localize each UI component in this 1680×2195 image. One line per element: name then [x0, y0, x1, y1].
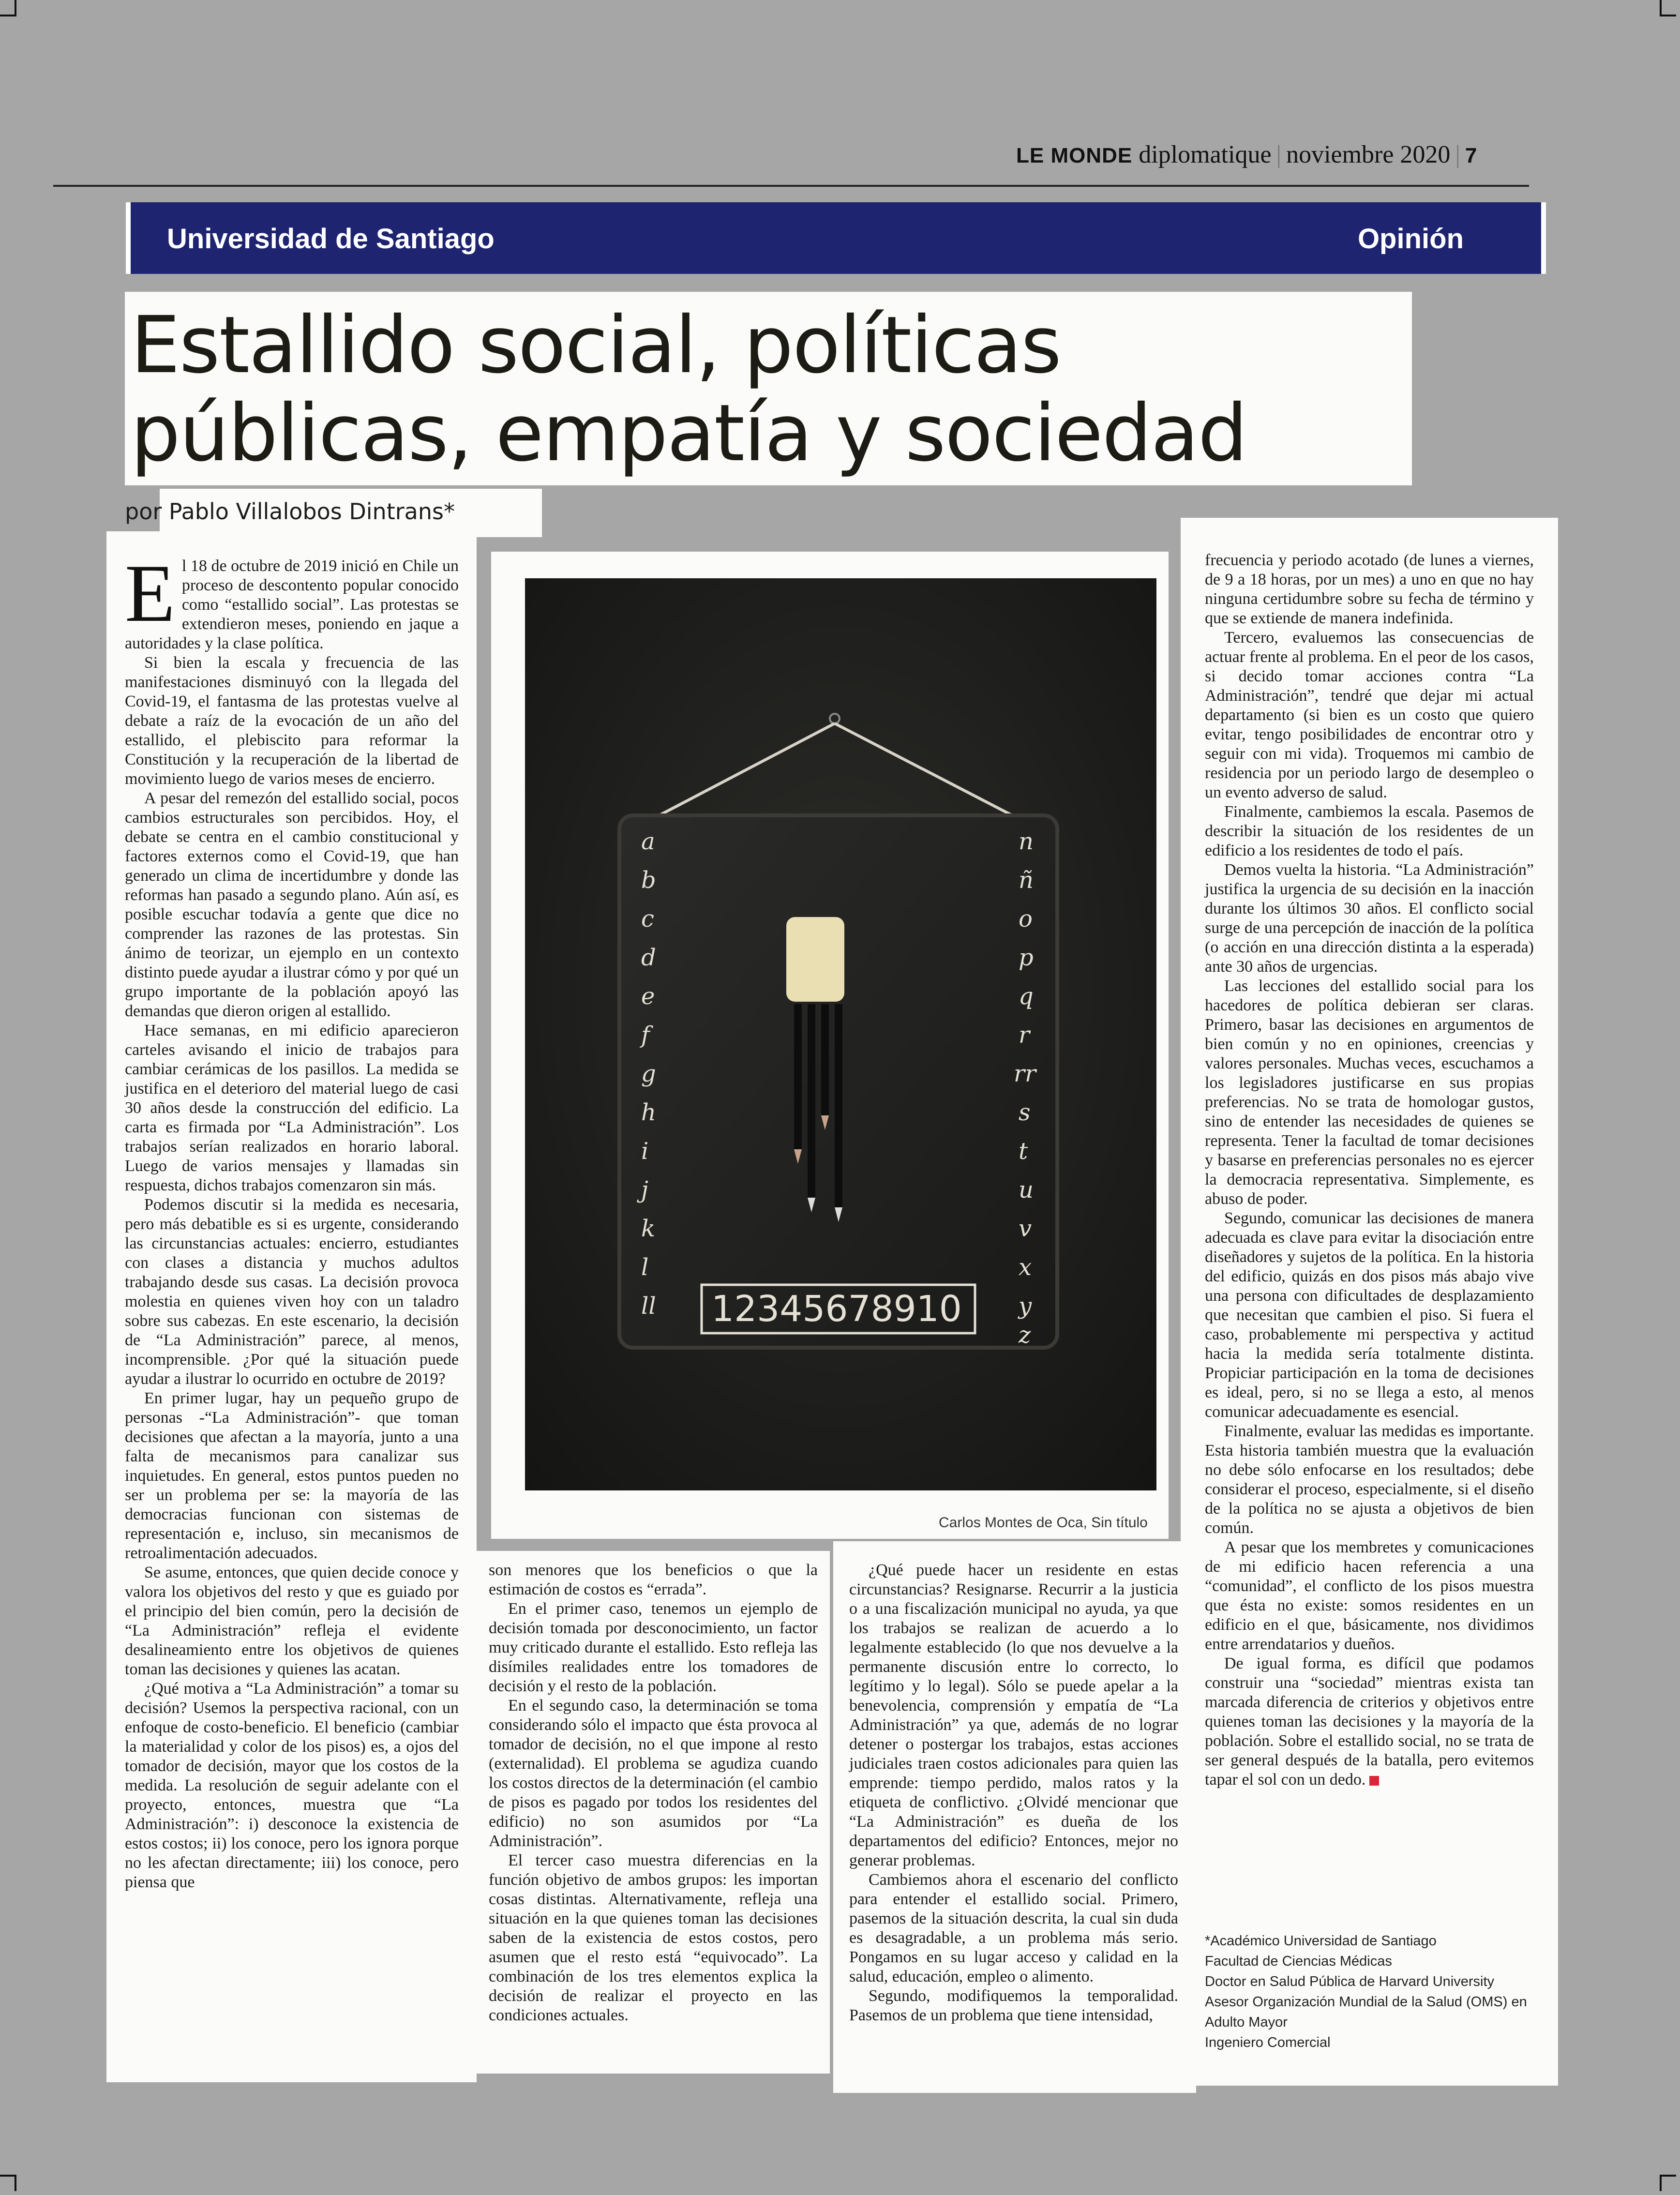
- svg-text:e: e: [641, 983, 655, 1010]
- svg-text:n: n: [1019, 828, 1034, 855]
- paragraph: Demos vuelta la historia. “La Administración” justifica la urgencia de su decisión en la inacción durante los últimos 30 años. El conflicto social surge de una percepción de inacción de la política (o acción en una dirección distinta a la esperada) ante 30 años de urgencias.: [1205, 861, 1534, 976]
- paragraph: A pesar que los membretes y comunicaciones de mi edificio hacen referencia a una “comunidad”, el conflicto de los pisos muestra que ésta no existe: somos residentes en un edificio en el que, básicamente, nos dividimos entre arrendatarios y dueños.: [1205, 1538, 1534, 1653]
- svg-text:t: t: [1019, 1138, 1028, 1165]
- svg-text:ñ: ñ: [1019, 867, 1034, 894]
- column-1: [125, 548, 459, 1892]
- paragraph: Finalmente, cambiemos la escala. Pasemos de describir la situación de los residentes de un edificio a los residentes de todo el país.: [1205, 803, 1534, 859]
- author-notes: [1205, 1931, 1544, 2053]
- figure-caption: Carlos Montes de Oca, Sin título: [939, 1515, 1148, 1531]
- note-line: Doctor en Salud Pública de Harvard University: [1205, 1974, 1494, 1989]
- svg-text:v: v: [1019, 1215, 1032, 1242]
- svg-text:o: o: [1019, 905, 1033, 932]
- svg-text:f: f: [641, 1022, 650, 1049]
- paragraph: ¿Qué motiva a “La Administración” a tomar su decisión? Usemos la perspectiva racional, con un enfoque de costo-beneficio. El beneficio (cambiar la materialidad y color de los pisos) es, a ojos del tomador de decisión, mayor que los costos de la medida. La resolución de seguir adelante con el proyecto, entonces, muestra que “La Administración”: i) desconoce la existencia de estos costos; ii) los conoce, pero los ignora porque no les afectan directamente; iii) los conoce, pero piensa que: [125, 1680, 459, 1891]
- paragraph: El tercer caso muestra diferencias en la función objetivo de ambos grupos: les importan cosas distintas. Alternativamente, refleja una situación en la que quienes toman las decisiones saben de la existencia de estos costos, pero asumen que el resto está “equivocado”. La combinación de los tres elementos explica la decisión de realizar el proyecto en las condiciones actuales.: [489, 1851, 818, 2024]
- svg-text:y: y: [1019, 1293, 1032, 1320]
- paragraph: En primer lugar, hay un pequeño grupo de personas -“La Administración”- que toman decisiones que afectan a la mayoría, junto a una falta de mecanismos para canalizar sus inquietudes. En general, estos puntos pueden no ser un problema per se: la mayoría de las democracias funcionan con sistemas de representación e, incluso, sin mecanismos de retroalimentación adecuados.: [125, 1389, 459, 1562]
- drop-cap: E: [125, 548, 175, 639]
- paragraph: Cambiemos ahora el escenario del conflicto para entender el estallido social. Primero, pasemos de la situación descrita, la cual sin duda es desagradable, a un problema más serio. Pongamos en su lugar acceso y calidad en la salud, educación, empleo o alimento.: [849, 1871, 1178, 1985]
- artwork: [525, 578, 1156, 1490]
- paragraph: Si bien la escala y frecuencia de las manifestaciones disminuyó con la llegada del Covid-19, el fantasma de las protestas vuelve al debate a raíz de la evocación de un año del estallido, el plebiscito para reformar la Constitución y la recuperación de la libertad de movimiento luego de varios meses de encierro.: [125, 654, 459, 788]
- header-rule: [53, 185, 1529, 187]
- column-2: [489, 1561, 818, 2025]
- svg-text:s: s: [1019, 1099, 1031, 1126]
- svg-text:p: p: [1019, 944, 1034, 971]
- svg-text:rr: rr: [1014, 1060, 1036, 1087]
- svg-text:k: k: [641, 1215, 656, 1242]
- title-box: [125, 292, 1412, 485]
- svg-text:q: q: [1019, 983, 1034, 1010]
- paragraph: Las lecciones del estallido social para los hacedores de política debieran ser claras. Primero, basar las decisiones en argumentos de bien común y no en opiniones, creencias y valores personales. Muchas veces, escuchamos a los legisladores justificarse en sus propias preferencias. No se trata de homologar gustos, sino de entender las necesidades de quienes se representa. Tener la facultad de tomar decisiones y basarse en preferencias personales no es ejercer la democracia representativa. Simplemente, es abuso de poder.: [1205, 977, 1534, 1208]
- svg-text:b: b: [641, 867, 656, 894]
- svg-text:j: j: [641, 1176, 648, 1203]
- masthead-separator: |: [1276, 141, 1282, 168]
- masthead-date: noviembre 2020: [1286, 141, 1451, 168]
- paragraph-text: l 18 de octubre de 2019 inició en Chile un proceso de descontento popular conocido como “estallido social”. Las protestas se extendieron meses, poniendo en jaque a autoridades y la clase política.: [125, 557, 459, 652]
- page-number: 7: [1465, 144, 1477, 167]
- paragraph: En el segundo caso, la determinación se toma considerando sólo el impacto que ésta provoca al tomador de decisión, no el que impone al resto (externalidad). El problema se agudiza cuando los costos directos de la determinación (el cambio de pisos es pagado por todos los residentes del edificio) no son asumidos por “La Administración”.: [489, 1697, 818, 1850]
- column-3: [849, 1561, 1178, 2025]
- note-line: Adulto Mayor: [1205, 2015, 1288, 2030]
- svg-text:u: u: [1019, 1176, 1034, 1203]
- byline-prefix: por: [125, 498, 162, 525]
- paragraph: En el primer caso, tenemos un ejemplo de decisión tomada por desconocimiento, un factor muy criticado durante el estallido. Esto refleja las disímiles realidades entre los tomadores de decisión y el resto de la población.: [489, 1600, 818, 1695]
- note-line: Asesor Organización Mundial de la Salud (OMS) en: [1205, 1994, 1527, 2010]
- masthead-brand: LE MONDE: [1016, 144, 1133, 167]
- paragraph: Tercero, evaluemos las consecuencias de actuar frente al problema. En el peor de los casos, si decido tomar acciones contra “La Administración”, tendré que dejar mi actual departamento (si bien es un costo que quiero evitar, tengo posibilidades de encontrar otro y seguir con mi vida). Troquemos mi cambio de residencia por un periodo largo de desempleo o un evento adverso de salud.: [1205, 629, 1534, 801]
- banner-section-right: Opinión: [1357, 223, 1464, 255]
- paragraph: son menores que los beneficios o que la estimación de costos es “errada”.: [489, 1561, 818, 1598]
- banner-section-left: Universidad de Santiago: [167, 223, 495, 255]
- svg-text:h: h: [641, 1099, 656, 1126]
- svg-text:l: l: [641, 1254, 649, 1281]
- svg-text:a: a: [641, 828, 655, 855]
- paragraph: ¿Qué puede hacer un residente en estas circunstancias? Resignarse. Recurrir a la justicia o a una fiscalización municipal no ayuda, ya que los trabajos se realizan de acuerdo a lo legalmente establecido (lo que nos devuelve a la permanente discusión entre lo correcto, lo legítimo y lo legal). Sólo se puede apelar a la benevolencia, comprensión y empatía de “La Administración” ya que, además de no lograr detener o postergar los trabajos, estas acciones judiciales traen costos adicionales para quien las emprende: tiempo perdido, malos ratos y la etiqueta de conflictivo. ¿Olvidé mencionar que “La Administración” es dueña de los departamentos del edificio? Entonces, mejor no generar problemas.: [849, 1561, 1178, 1869]
- eraser: [786, 917, 844, 1002]
- crop-mark: [0, 0, 16, 16]
- svg-text:c: c: [641, 905, 654, 932]
- artwork-svg: [525, 578, 1156, 1490]
- svg-text:ll: ll: [641, 1293, 656, 1320]
- paragraph: Se asume, entonces, que quien decide conoce y valora los objetivos del resto y que es guiado por el principio del bien común, pero la decisión de “La Administración” refleja el evidente desalineamiento entre los objetivos de quienes toman las decisiones y quienes las acatan.: [125, 1564, 459, 1678]
- masthead-separator: |: [1455, 141, 1460, 168]
- end-mark-icon: [1369, 1776, 1379, 1786]
- paragraph: Hace semanas, en mi edificio aparecieron carteles avisando el inicio de trabajos para cambiar cerámicas de los pasillos. La medida se justifica en el deterioro del material luego de casi 30 años desde la construcción del edificio. La carta es firmada por “La Administración”. Los trabajos serían realizados en horario laboral. Luego de varios mensajes y llamadas sin respuesta, dichos trabajos comenzaron sin más.: [125, 1022, 459, 1194]
- column-4: [1205, 551, 1534, 1789]
- masthead: [1016, 140, 1477, 174]
- number-row: 12345678910: [711, 1288, 962, 1330]
- svg-text:d: d: [641, 944, 656, 971]
- paragraph-text: De igual forma, es difícil que podamos construir una “sociedad” mientras exista tan marcada diferencia de criterios y objetivos entre quienes toman las decisiones y la mayoría de la población. Sobre el estallido social, no se trata de ser general después de la batalla, pero evitemos tapar el sol con un dedo.: [1205, 1654, 1534, 1789]
- svg-text:r: r: [1019, 1022, 1030, 1049]
- note-line: Ingeniero Comercial: [1205, 2035, 1331, 2050]
- crop-mark: [1660, 0, 1676, 16]
- svg-text:z: z: [1019, 1322, 1031, 1349]
- paragraph: frecuencia y periodo acotado (de lunes a viernes, de 9 a 18 horas, por un mes) a uno en que no hay ninguna certidumbre sobre su fecha de término y que se extiende de manera indefinida.: [1205, 551, 1534, 627]
- paragraph: Segundo, comunicar las decisiones de manera adecuada es clave para evitar la disociación entre diseñadores y sujetos de la política. En la historia del edificio, quizás en dos pisos más abajo vive una persona con dificultades de desplazamiento que necesitan que cambien el piso. Si fuera el caso, probablemente mi perspectiva y actitud hacia la medida sería totalmente distinta. Propiciar participación en la toma de decisiones es ideal, pero, si no se llega a esto, al menos comunicar adecuadamente es esencial.: [1205, 1209, 1534, 1421]
- byline: [125, 498, 455, 525]
- section-banner: [126, 202, 1546, 274]
- note-line: Facultad de Ciencias Médicas: [1205, 1954, 1392, 1969]
- paragraph: Segundo, modifiquemos la temporalidad. Pasemos de un problema que tiene intensidad,: [849, 1987, 1178, 2024]
- svg-text:x: x: [1019, 1254, 1032, 1281]
- paragraph: Finalmente, evaluar las medidas es importante. Esta historia también muestra que la evaluación no debe sólo enfocarse en los resultados; debe considerar el proceso, especialmente, si el diseño de la política no se ajusta a objetivos de bien común.: [1205, 1422, 1534, 1537]
- masthead-name: diplomatique: [1139, 141, 1272, 168]
- article-title: Estallido social, políticas públicas, empatía y sociedad: [131, 300, 1247, 479]
- author-name: Pablo Villalobos Dintrans*: [168, 498, 455, 525]
- paragraph: [1205, 1654, 1534, 1789]
- svg-text:g: g: [641, 1060, 656, 1087]
- crop-mark: [1660, 2175, 1676, 2191]
- crop-mark: [0, 2175, 16, 2191]
- paragraph: Podemos discutir si la medida es necesaria, pero más debatible es si es urgente, considerando las circunstancias actuales: encierro, estudiantes con clases a distancia y muchos adultos trabajando desde sus casas. La decisión provoca molestia en quienes viven hoy con un taladro sobre sus cabezas. En este escenario, la decisión de “La Administración” parece, al menos, incomprensible. ¿Por qué la situación puede ayudar a ilustrar lo ocurrido en octubre de 2019?: [125, 1196, 459, 1388]
- paragraph: [125, 548, 459, 653]
- paragraph: A pesar del remezón del estallido social, pocos cambios estructurales son percibidos. Hoy, el debate se centra en el cambio constitucional y factores externos como el Covid-19, que han generado un clima de incertidumbre y donde las reformas han pasado a segundo plano. Aún así, es posible escuchar todavía a gente que dice no comprender las razones de las protestas. Sin ánimo de teorizar, un ejemplo en un contexto distinto puede ayudar a ilustrar cómo y por qué un grupo importante de la población apoyó las demandas que dieron origen al estallido.: [125, 789, 459, 1020]
- svg-text:i: i: [641, 1138, 649, 1165]
- note-line: *Académico Universidad de Santiago: [1205, 1933, 1437, 1949]
